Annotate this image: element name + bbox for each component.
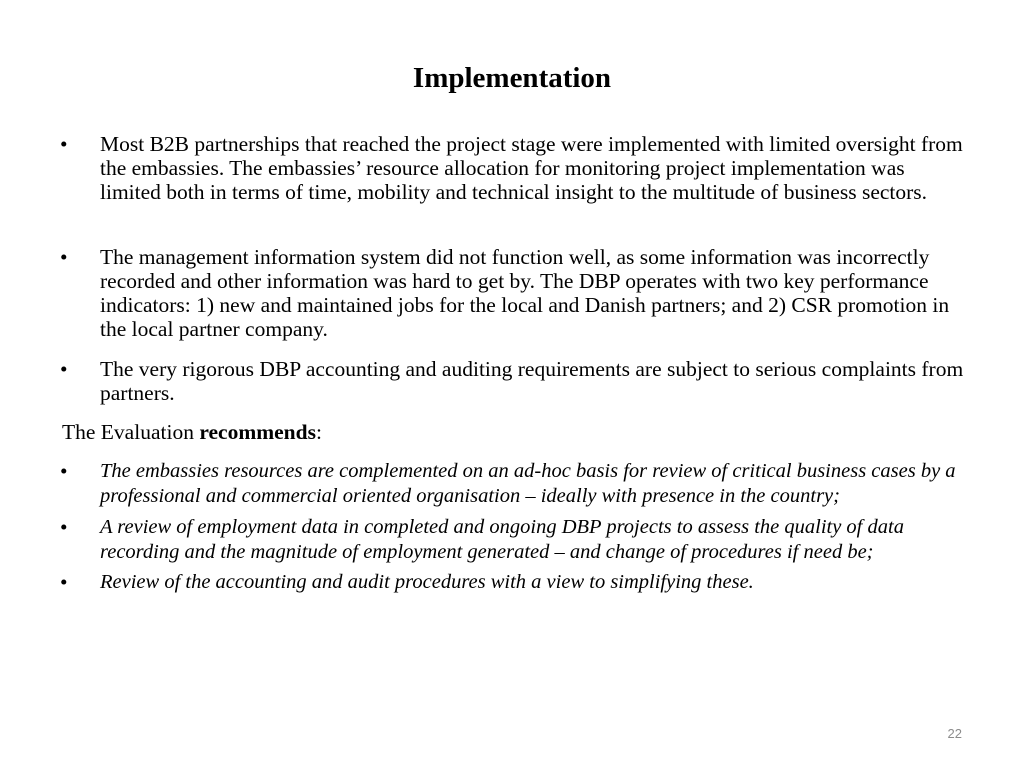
- recommends-line: [62, 420, 322, 444]
- recommends-colon: :: [315, 420, 322, 444]
- recommendation-item: [60, 515, 964, 565]
- bullet-dot: •: [60, 570, 68, 594]
- bullet-text: The very rigorous DBP accounting and auditing requirements are subject to serious complaints from partners.: [100, 357, 964, 405]
- recommendation-item: [60, 459, 964, 509]
- bullet-item: [60, 245, 964, 341]
- recommendation-text: The embassies resources are complemented on an ad-hoc basis for review of critical business cases by a professional and commercial oriented organisation – ideally with presence in the country;: [100, 460, 956, 507]
- bullet-dot: •: [60, 132, 68, 156]
- bullet-text: The management information system did not function well, as some information was incorrectly recorded and other information was hard to get by. The DBP operates with two key performance indicators: 1) new and maintained jobs for the local and Danish partners; and 2) CSR promotion in the local partner company.: [100, 245, 950, 341]
- bullet-item: [60, 132, 964, 204]
- bullet-dot: •: [60, 459, 68, 483]
- bullet-dot: •: [60, 245, 68, 269]
- bullet-dot: •: [60, 357, 68, 381]
- bullet-text: Most B2B partnerships that reached the project stage were implemented with limited oversight from the embassies. The embassies’ resource allocation for monitoring project implementation was limited both in terms of time, mobility and technical insight to the multitude of business sectors.: [100, 132, 963, 204]
- bullet-item: [60, 357, 964, 405]
- slide-title: Implementation: [412, 62, 612, 94]
- recommendation-text: A review of employment data in completed and ongoing DBP projects to assess the quality of data recording and the magnitude of employment generated – and change of procedures if need be;: [100, 516, 904, 563]
- recommendation-text: Review of the accounting and audit procedures with a view to simplifying these.: [100, 571, 754, 593]
- recommends-bold: recommends: [199, 420, 316, 444]
- bullet-dot: •: [60, 515, 68, 539]
- recommends-intro: The Evaluation: [62, 420, 200, 444]
- recommendation-item: [60, 570, 964, 595]
- page-number: 22: [947, 726, 962, 741]
